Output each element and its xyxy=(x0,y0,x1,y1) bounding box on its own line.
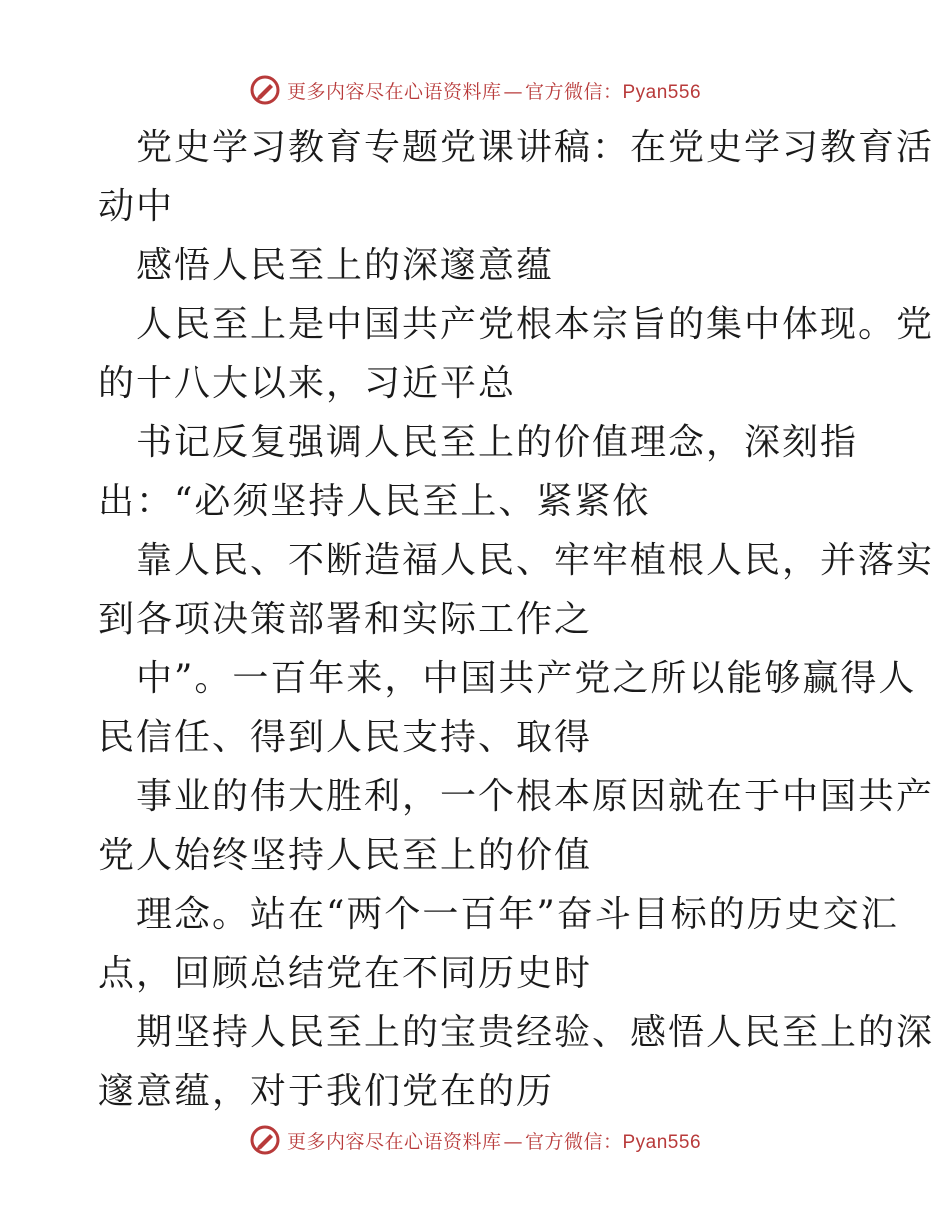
text-line: 期坚持人民至上的宝贵经验、感悟人民至上的深 xyxy=(136,1012,935,1053)
text-line: 的十八大以来，习近平总 xyxy=(98,363,517,404)
text-line: 中”。一百年来，中国共产党之所以能够赢得人 xyxy=(136,658,917,699)
text-line: 邃意蕴，对于我们党在的历 xyxy=(98,1071,555,1112)
pen-seal-logo-icon xyxy=(249,1124,281,1156)
text-line: 靠人民、不断造福人民、牢牢植根人民，并落实 xyxy=(136,540,935,581)
text-line: 点，回顾总结党在不同历史时 xyxy=(98,953,593,994)
pen-seal-logo-icon xyxy=(249,74,281,106)
footer-watermark xyxy=(0,1120,950,1160)
text-line: 到各项决策部署和实际工作之 xyxy=(98,599,593,640)
watermark-text: 更多内容尽在心语资料库 — 官方微信：Pyan556 xyxy=(286,80,702,103)
text-line: 民信任、得到人民支持、取得 xyxy=(98,717,593,758)
text-line: 事业的伟大胜利，一个根本原因就在于中国共产 xyxy=(136,776,935,817)
text-line: 书记反复强调人民至上的价值理念，深刻指 xyxy=(136,422,859,463)
text-line: 动中 xyxy=(98,186,175,227)
text-line: 理念。站在“两个一百年”奋斗目标的历史交汇 xyxy=(136,894,899,935)
text-line: 党人始终坚持人民至上的价值 xyxy=(98,835,593,876)
text-line: 感悟人民至上的深邃意蕴 xyxy=(136,245,555,286)
header-watermark xyxy=(0,70,950,110)
text-line: 党史学习教育专题党课讲稿：在党史学习教育活 xyxy=(136,127,935,168)
text-line: 人民至上是中国共产党根本宗旨的集中体现。党 xyxy=(136,304,935,345)
document-body xyxy=(98,118,935,1121)
watermark-text: 更多内容尽在心语资料库 — 官方微信：Pyan556 xyxy=(286,1130,702,1153)
text-line: 出：“必须坚持人民至上、紧紧依 xyxy=(98,481,651,522)
